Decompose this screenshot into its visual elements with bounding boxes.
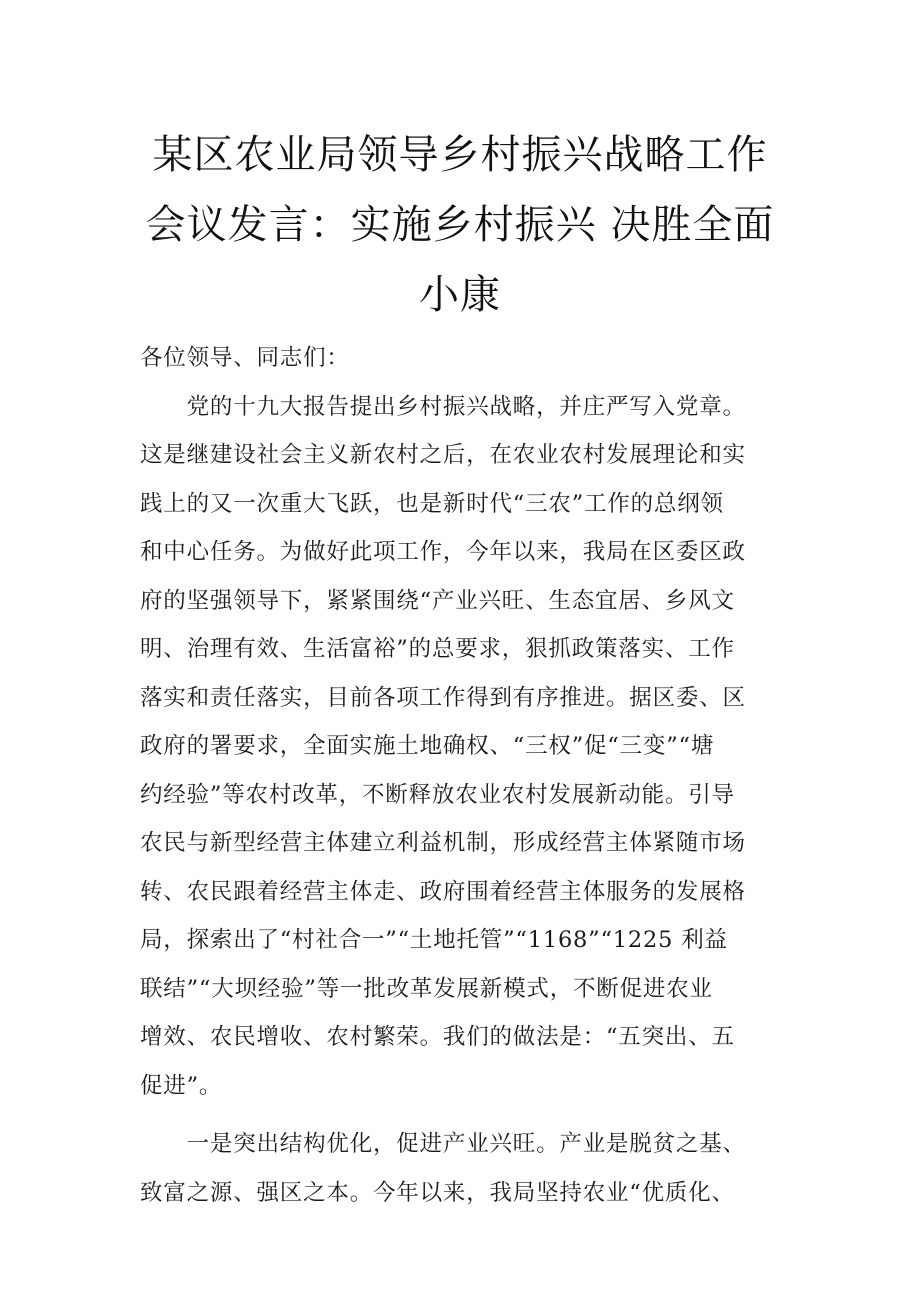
text-line: 明、治理有效、生活富裕”的总要求，狠抓政策落实、工作 <box>140 636 735 662</box>
text-line: 践上的又一次重大飞跃，也是新时代“三农”工作的总纲领 <box>140 490 724 517</box>
text-line: 一是突出结构优化，促进产业兴旺。产业是脱贫之基、 <box>140 1131 746 1157</box>
document-title <box>120 120 800 330</box>
text-line: 转、农民跟着经营主体走、政府围着经营主体服务的发展格 <box>140 878 746 905</box>
title-line: 某区农业局领导乡村振兴战略工作 <box>152 132 768 178</box>
text-line: 致富之源、强区之本。今年以来，我局坚持农业“优质化、 <box>140 1179 735 1206</box>
text-line: 增效、农民增收、农村繁荣。我们的做法是：“五突出、五 <box>140 1024 735 1050</box>
text-line: 约经验”等农村改革，不断释放农业农村发展新动能。引导 <box>140 781 735 808</box>
text-line: 和中心任务。为做好此项工作，今年以来，我局在区委区政 <box>140 539 746 565</box>
text-line: 这是继建设社会主义新农村之后，在农业农村发展理论和实 <box>140 442 746 468</box>
text-line: 联结”“大坝经验”等一批改革发展新模式，不断促进农业 <box>140 975 713 1002</box>
paragraph-2 <box>140 1120 785 1217</box>
paragraph-spacer <box>140 1110 785 1120</box>
salutation: 各位领导、同志们： <box>140 345 350 371</box>
text-line: 党的十九大报告提出乡村振兴战略，并庄严写入党章。 <box>140 393 746 420</box>
text-line: 府的坚强领导下，紧紧围绕“产业兴旺、生态宜居、乡风文 <box>140 587 735 614</box>
text-line: 局，探索出了“村社合一”“土地托管”“1168”“1225 利益 <box>140 927 728 953</box>
paragraph-1 <box>140 383 785 1111</box>
title-line: 会议发言：实施乡村振兴 决胜全面 <box>145 202 775 248</box>
text-line: 促进”。 <box>140 1072 223 1099</box>
title-line: 小康 <box>419 272 501 318</box>
document-body <box>140 334 785 1217</box>
text-line: 农民与新型经营主体建立利益机制，形成经营主体紧随市场 <box>140 830 746 856</box>
text-line: 落实和责任落实，目前各项工作得到有序推进。据区委、区 <box>140 684 746 711</box>
text-line: 政府的署要求，全面实施土地确权、“三权”促“三变”“塘 <box>140 733 715 759</box>
